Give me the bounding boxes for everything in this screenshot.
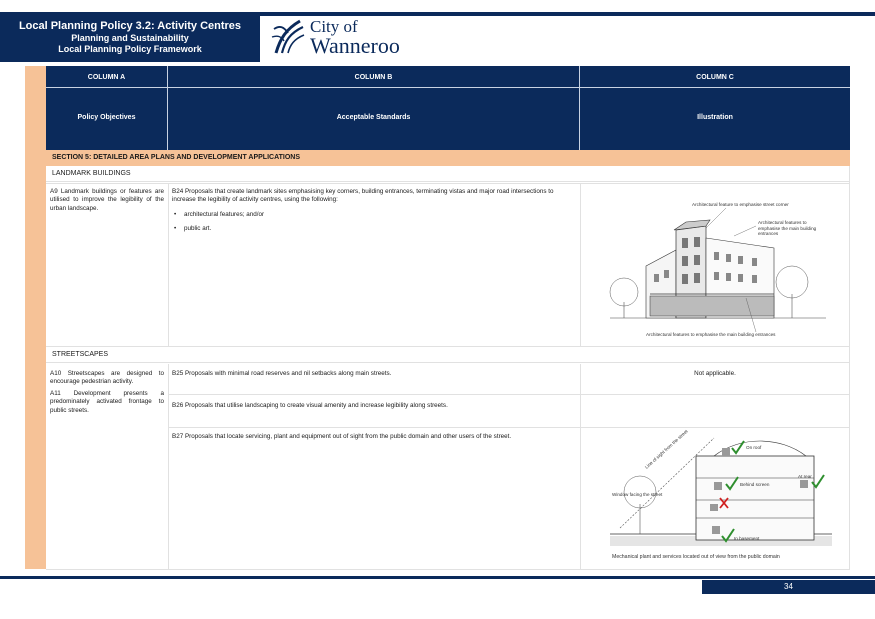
label-at-rear: At rear (798, 474, 812, 479)
page-header (0, 12, 875, 62)
document-title: Local Planning Policy 3.2: Activity Centres (18, 20, 242, 32)
label-line-of-sight: Line of sight from the street (644, 428, 689, 470)
column-divider (168, 183, 169, 346)
objective-a10: A10 Streetscapes are designed to encourage pedestrian activity. (50, 370, 164, 386)
section-heading: SECTION 5: DETAILED AREA PLANS AND DEVELOPMENT APPLICATIONS (46, 150, 850, 166)
column-c-title: COLUMN C (696, 74, 734, 81)
bullet-item: • public art. (172, 225, 576, 233)
column-c-header (580, 66, 850, 150)
logo-name-text: Wanneroo (310, 33, 400, 58)
building-sketch-icon (606, 196, 830, 342)
row-divider (168, 394, 849, 395)
objective-a9: A9 Landmark buildings or features are utilised to improve the legibility of the urban landscape. (50, 188, 164, 212)
table-right-border (849, 166, 850, 569)
row-divider (168, 427, 849, 428)
label-on-roof: On roof (746, 445, 762, 450)
footer-rule (0, 576, 875, 579)
city-logo (270, 15, 470, 61)
illus-caption-bottom: Architectural features to emphasise the main building entrances (646, 332, 776, 337)
department-name: Planning and Sustainability (71, 33, 189, 43)
side-strip (25, 66, 46, 569)
logo-city-text: City of (310, 17, 358, 36)
b25-illustration-note: Not applicable. (694, 370, 736, 377)
page-number: 34 (702, 580, 875, 594)
standard-b24-text: B24 Proposals that create landmark sites emphasising key corners, building entrances, terminating vistas and major road intersections to increase the legibility of activity centres, using the following: (172, 188, 554, 204)
column-c-label: Illustration (697, 114, 733, 121)
illus-caption-corner: Architectural feature to emphasise street corner (692, 202, 789, 207)
subheading-landmark: LANDMARK BUILDINGS (46, 166, 850, 182)
label-window: Window facing the street (612, 492, 663, 497)
column-a-title: COLUMN A (87, 74, 126, 81)
column-a-header (46, 66, 168, 150)
standard-b27: B27 Proposals that locate servicing, plant and equipment out of sight from the public domain and other users of the street. (172, 433, 512, 440)
illus-caption-entrance: Architectural features to emphasise the main building entrances (758, 220, 817, 236)
row-divider (46, 183, 850, 184)
objective-a11: A11 Development presents a predominately activated frontage to public streets. (50, 390, 164, 414)
table-header (46, 66, 850, 150)
column-a-label: Policy Objectives (77, 114, 136, 121)
header-title-block (0, 12, 260, 62)
framework-name: Local Planning Policy Framework (58, 44, 202, 54)
subheading-streetscapes: STREETSCAPES (46, 347, 850, 363)
column-b-header (168, 66, 580, 150)
standard-b24 (172, 188, 576, 234)
column-b-title: COLUMN B (354, 74, 393, 81)
label-in-basement: In basement (734, 536, 760, 541)
landmark-building-illustration (606, 196, 830, 342)
servicing-location-illustration (610, 428, 832, 564)
label-behind-screen: Behind screen (740, 482, 770, 487)
logo-emblem-icon (270, 15, 308, 57)
table-bottom-border (46, 569, 850, 570)
servicing-caption: Mechanical plant and services located out of view from the public domain (612, 554, 780, 560)
bullet-item: • architectural features; and/or (172, 211, 576, 219)
standard-b26: B26 Proposals that utilise landscaping to create visual amenity and increase legibility along streets. (172, 402, 448, 409)
column-b-label: Acceptable Standards (336, 114, 411, 121)
standard-b25: B25 Proposals with minimal road reserves and nil setbacks along main streets. (172, 370, 392, 377)
column-divider (580, 183, 581, 346)
